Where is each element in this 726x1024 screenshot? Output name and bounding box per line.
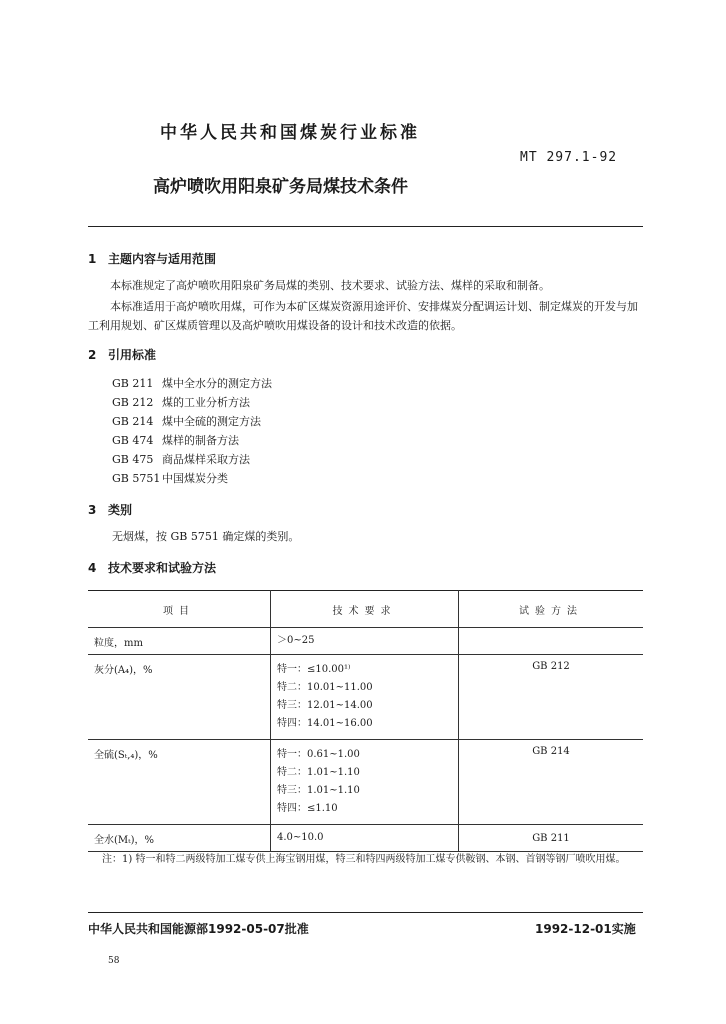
requirement-line: 特一：≤10.00¹⁾ <box>277 664 351 675</box>
table-row <box>88 655 643 740</box>
requirement-line: ＞0~25 <box>277 635 315 646</box>
requirement-line: 特四：14.01~16.00 <box>277 718 373 729</box>
cell-method <box>459 628 644 655</box>
reference-item <box>112 394 250 410</box>
standard-number: MT 297.1-92 <box>520 150 618 165</box>
cell-requirement <box>271 628 459 655</box>
spec-table <box>88 590 643 852</box>
document-title: 高炉喷吹用阳泉矿务局煤技术条件 <box>153 177 408 197</box>
section-title: 类别 <box>108 503 133 517</box>
reference-item <box>112 432 239 448</box>
section-3-para: 无烟煤，按 GB 5751 确定煤的类别。 <box>112 530 300 543</box>
org-title: 中华人民共和国煤炭行业标准 <box>160 123 420 143</box>
requirement-line: 特三：12.01~14.00 <box>277 700 373 711</box>
footer-divider <box>88 912 643 913</box>
cell-requirement <box>271 655 459 740</box>
reference-code: GB 212 <box>112 396 154 409</box>
requirement-line: 特三：1.01~1.10 <box>277 785 360 796</box>
cell-method: GB 214 <box>459 740 644 825</box>
reference-title: 煤中全硫的测定方法 <box>162 415 261 428</box>
reference-code: GB 474 <box>112 434 154 447</box>
cell-item: 灰分(A₄)，% <box>88 655 271 740</box>
section-number: 4 <box>88 561 97 575</box>
page-number: 58 <box>108 956 120 966</box>
reference-title: 煤样的制备方法 <box>162 434 239 447</box>
section-title: 引用标准 <box>108 348 157 362</box>
section-number: 3 <box>88 503 97 517</box>
requirement-line: 4.0~10.0 <box>277 832 324 843</box>
cell-requirement <box>271 825 459 852</box>
section-title: 主题内容与适用范围 <box>108 252 217 266</box>
section-1-para-2: 本标准适用于高炉喷吹用煤，可作为本矿区煤炭资源用途评价、安排煤炭分配调运计划、制定煤炭的开发与加工利用规划、矿区煤质管理以及高炉喷吹用煤设备的设计和技术改造的依据。 <box>88 300 638 332</box>
reference-title: 煤中全水分的测定方法 <box>162 377 272 390</box>
reference-item <box>112 375 272 391</box>
cell-item: 粒度，mm <box>88 628 271 655</box>
reference-code: GB 211 <box>112 377 154 390</box>
reference-item <box>112 413 261 429</box>
section-title: 技术要求和试验方法 <box>108 561 217 575</box>
requirement-line: 特二：1.01~1.10 <box>277 767 360 778</box>
implementation-date: 1992-12-01实施 <box>535 922 636 936</box>
section-2-heading <box>88 346 156 363</box>
reference-code: GB 5751 <box>112 472 161 485</box>
table-note <box>102 850 647 869</box>
cell-item: 全水(Mₜ)，% <box>88 825 271 852</box>
table-row <box>88 740 643 825</box>
requirement-line: 特四：≤1.10 <box>277 803 338 814</box>
cell-requirement <box>271 740 459 825</box>
cell-item: 全硫(Sₜ,₄)，% <box>88 740 271 825</box>
section-1-heading <box>88 250 216 267</box>
section-4-heading <box>88 559 216 576</box>
table-row <box>88 628 643 655</box>
column-header-requirement: 技术要求 <box>271 591 459 628</box>
column-header-method: 试验方法 <box>459 591 644 628</box>
cell-method: GB 212 <box>459 655 644 740</box>
reference-title: 商品煤样采取方法 <box>162 453 250 466</box>
cell-method: GB 211 <box>459 825 644 852</box>
table-header-row <box>88 591 643 628</box>
reference-item <box>112 470 228 486</box>
reference-code: GB 214 <box>112 415 154 428</box>
section-1-para-1: 本标准规定了高炉喷吹用阳泉矿务局煤的类别、技术要求、试验方法、煤样的采取和制备。 <box>110 279 550 292</box>
reference-title: 煤的工业分析方法 <box>162 396 250 409</box>
approval-line: 中华人民共和国能源部1992-05-07批准 <box>88 922 309 936</box>
requirement-line: 特二：10.01~11.00 <box>277 682 373 693</box>
reference-title: 中国煤炭分类 <box>162 472 228 485</box>
reference-item <box>112 451 250 467</box>
section-3-heading <box>88 501 132 518</box>
reference-code: GB 475 <box>112 453 154 466</box>
section-number: 2 <box>88 348 97 362</box>
section-number: 1 <box>88 252 97 266</box>
requirement-line: 特一：0.61~1.00 <box>277 749 360 760</box>
header-divider <box>88 226 643 227</box>
table-note-text: 注：1) 特一和特二两级特加工煤专供上海宝钢用煤，特三和特四两级特加工煤专供鞍钢、本钢、首钢等钢厂喷吹用煤。 <box>102 854 626 865</box>
column-header-item: 项目 <box>88 591 271 628</box>
table-row <box>88 825 643 852</box>
